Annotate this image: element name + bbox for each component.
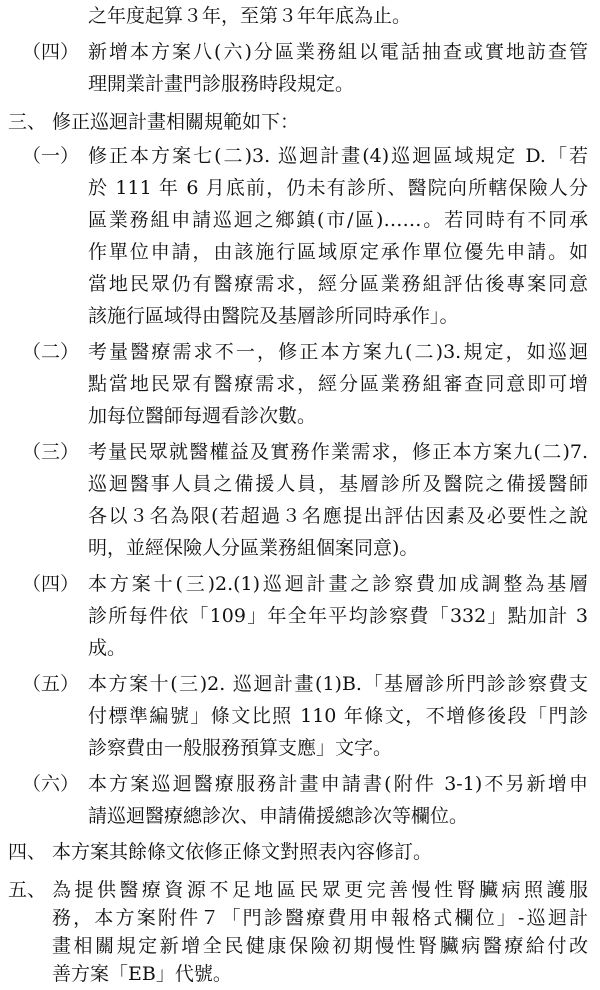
item-3-2-line-3: 加每位醫師每週看診次數。	[88, 405, 317, 427]
item-3-1-line-6: 該施行區域得由醫院及基層診所同時承作」。	[88, 305, 459, 327]
item-3-2-line-1: 考量醫療需求不一，修正本方案九(二)3.規定，如巡迴	[88, 341, 588, 363]
section-4-text: 本方案其餘條文依修正條文對照表內容修訂。	[52, 841, 433, 863]
item-3-3-line-2: 巡迴醫事人員之備援人員，基層診所及醫院之備援醫師	[88, 473, 588, 495]
item-marker-3-2: （二）	[22, 341, 80, 363]
item-marker-2-4: （四）	[22, 41, 80, 63]
item-3-3-line-3: 各以３名為限(若超過３名應提出評估因素及必要性之說	[88, 505, 588, 527]
item-3-1-line-3: 區業務組申請巡迴之鄉鎮(市/區)……。若同時有不同承	[88, 209, 588, 231]
item-2-4-line-2: 理開業計畫門診服務時段規定。	[88, 73, 355, 95]
item-3-4-line-1: 本方案十(三)2.(1)巡迴計畫之診察費加成調整為基層	[88, 573, 588, 595]
item-3-1-line-1: 修正本方案七(二)3. 巡迴計畫(4)巡迴區域規定 D.「若	[88, 145, 588, 167]
item-3-2-line-2: 點當地民眾有醫療需求，經分區業務組審查同意即可增	[88, 373, 588, 395]
item-marker-3-3: （三）	[22, 441, 80, 463]
item-3-3-line-1: 考量民眾就醫權益及實務作業需求，修正本方案九(二)7.	[88, 441, 588, 463]
section-marker-5: 五、	[8, 879, 47, 901]
item-marker-3-6: （六）	[22, 773, 80, 795]
item-3-1-line-5: 當地民眾仍有醫療需求，經分區業務組評估後專案同意	[88, 273, 588, 295]
item-2-4-line-1: 新增本方案八(六)分區業務組以電話抽查或實地訪查管	[88, 41, 588, 63]
item-marker-3-1: （一）	[22, 145, 80, 167]
item-marker-3-5: （五）	[22, 673, 80, 695]
continuation-line: 之年度起算３年，至第３年年底為止。	[88, 5, 412, 27]
item-3-5-line-3: 診察費由一般服務預算支應」文字。	[88, 737, 393, 759]
section-5-line-3: 畫相關規定新增全民健康保險初期慢性腎臟病醫療給付改	[52, 935, 588, 957]
item-3-6-line-1: 本方案巡迴醫療服務計畫申請書(附件 3-1)不另新增申	[88, 773, 588, 795]
item-3-6-line-2: 請巡迴醫療總診次、申請備援總診次等欄位。	[88, 805, 469, 827]
item-3-5-line-2: 付標準編號」條文比照 110 年條文，不增修後段「門診	[88, 705, 588, 727]
section-3-heading: 修正巡迴計畫相關規範如下：	[52, 111, 300, 133]
section-marker-4: 四、	[8, 841, 47, 863]
item-3-4-line-3: 成。	[88, 637, 127, 659]
section-5-line-1: 為提供醫療資源不足地區民眾更完善慢性腎臟病照護服	[52, 879, 588, 901]
item-marker-3-4: （四）	[22, 573, 80, 595]
section-5-line-2: 務，本方案附件７「門診醫療費用申報格式欄位」-巡迴計	[52, 907, 588, 929]
section-marker-3: 三、	[8, 111, 47, 133]
section-5-line-4: 善方案「EB」代號。	[52, 963, 232, 985]
item-3-5-line-1: 本方案十(三)2. 巡迴計畫(1)B.「基層診所門診診察費支	[88, 673, 588, 695]
item-3-1-line-4: 作單位申請，由該施行區域原定承作單位優先申請。如	[88, 241, 588, 263]
item-3-3-line-4: 明，並經保險人分區業務組個案同意)。	[88, 537, 419, 559]
item-3-1-line-2: 於 111 年 6 月底前，仍未有診所、醫院向所轄保險人分	[88, 177, 588, 199]
item-3-4-line-2: 診所每件依「109」年全年平均診察費「332」點加計 3	[88, 605, 588, 627]
